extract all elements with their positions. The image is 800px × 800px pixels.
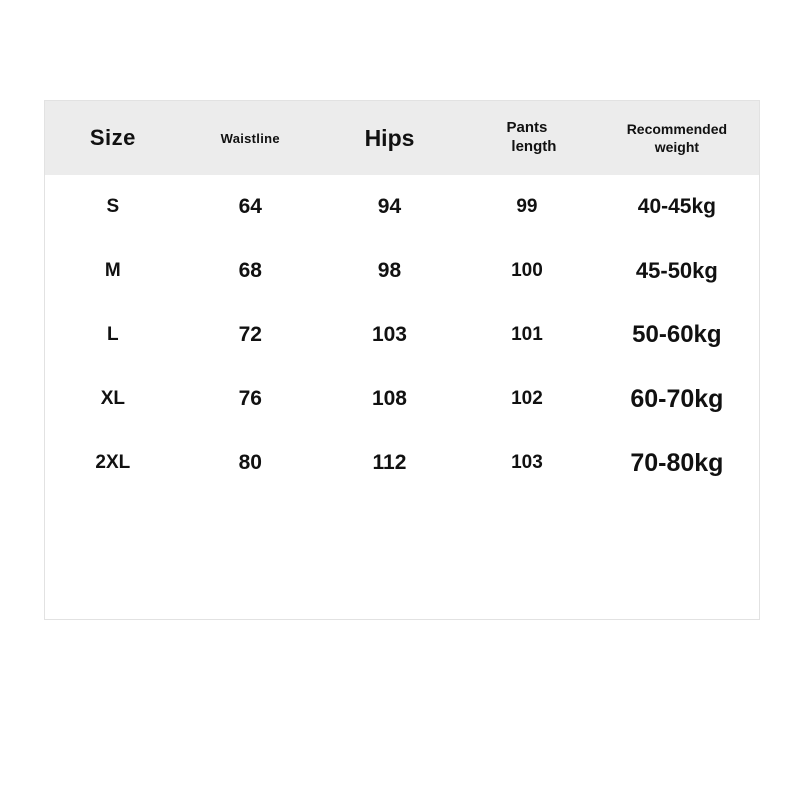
size-chart-table (45, 101, 759, 495)
cell-waistline: 80 (181, 431, 320, 495)
cell-pants-length: 100 (459, 239, 595, 303)
cell-size: 2XL (45, 431, 181, 495)
table-row (45, 239, 759, 303)
cell-pants-length: 99 (459, 175, 595, 239)
cell-size: S (45, 175, 181, 239)
cell-recommended-weight: 50-60kg (595, 303, 759, 367)
table-row (45, 431, 759, 495)
cell-size: M (45, 239, 181, 303)
cell-hips: 98 (320, 239, 459, 303)
size-chart-card (44, 100, 760, 620)
table-row (45, 175, 759, 239)
cell-size: XL (45, 367, 181, 431)
header-waistline: Waistline (220, 130, 280, 146)
cell-waistline: 76 (181, 367, 320, 431)
cell-hips: 94 (320, 175, 459, 239)
cell-pants-length: 101 (459, 303, 595, 367)
table-row (45, 303, 759, 367)
header-recommended-weight (595, 101, 759, 175)
cell-hips: 103 (320, 303, 459, 367)
cell-waistline: 64 (181, 175, 320, 239)
cell-recommended-weight: 45-50kg (595, 239, 759, 303)
header-pants-length-line2: length (511, 138, 557, 155)
header-pants-length-line1: Pants (506, 119, 548, 137)
header-recommended-weight-line2: weight (654, 139, 700, 155)
cell-size: L (45, 303, 181, 367)
cell-recommended-weight: 40-45kg (595, 175, 759, 239)
cell-waistline: 68 (181, 239, 320, 303)
cell-recommended-weight: 60-70kg (595, 367, 759, 431)
table-row (45, 367, 759, 431)
cell-hips: 112 (320, 431, 459, 495)
cell-waistline: 72 (181, 303, 320, 367)
cell-hips: 108 (320, 367, 459, 431)
cell-recommended-weight: 70-80kg (595, 431, 759, 495)
header-recommended-weight-line1: Recommended (626, 120, 728, 137)
header-pants-length (459, 101, 595, 175)
table-body (45, 175, 759, 495)
cell-pants-length: 102 (459, 367, 595, 431)
table-header-row (45, 101, 759, 175)
cell-pants-length: 103 (459, 431, 595, 495)
header-size: Size (89, 125, 136, 150)
header-hips: Hips (364, 124, 415, 151)
table-header (45, 101, 759, 175)
